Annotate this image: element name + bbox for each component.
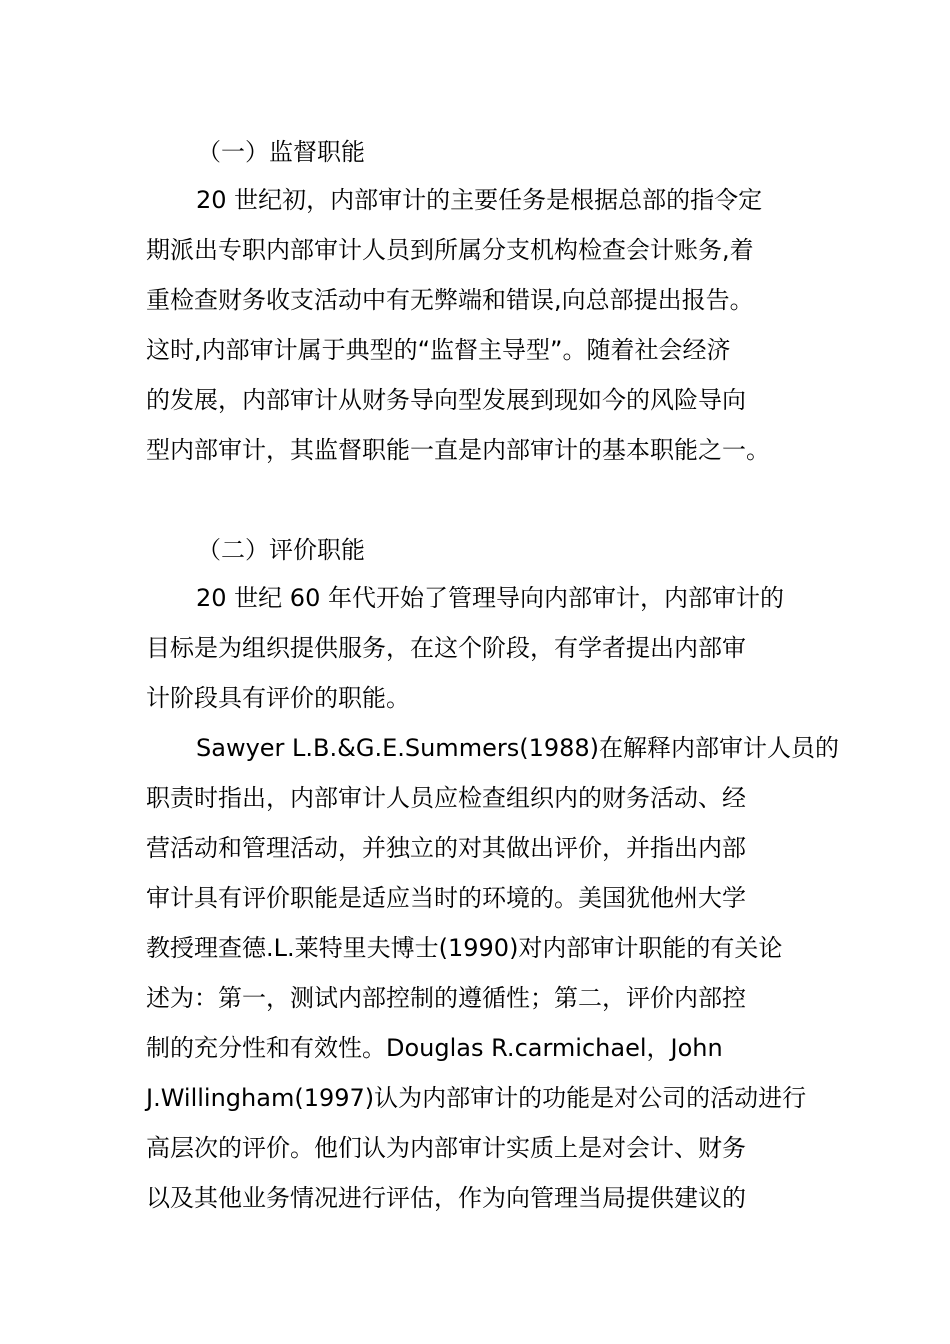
paragraph-line: 营活动和管理活动，并独立的对其做出评价，并指出内部 [146, 834, 746, 862]
section-heading-evaluation: （二）评价职能 [197, 536, 365, 564]
section-heading-supervision: （一）监督职能 [197, 138, 365, 166]
paragraph-line: 计阶段具有评价的职能。 [146, 684, 410, 712]
paragraph-line: 高层次的评价。他们认为内部审计实质上是对会计、财务 [146, 1134, 746, 1162]
paragraph-line: 以及其他业务情况进行评估，作为向管理当局提供建议的 [146, 1184, 746, 1212]
paragraph-line: 20 世纪 60 年代开始了管理导向内部审计，内部审计的 [196, 584, 784, 612]
paragraph-line: 期派出专职内部审计人员到所属分支机构检查会计账务,着 [146, 236, 754, 264]
paragraph-line: Sawyer L.B.&G.E.Summers(1988)在解释内部审计人员的 [196, 734, 840, 762]
paragraph-line: 教授理查德.L.莱特里夫博士(1990)对内部审计职能的有关论 [146, 934, 783, 962]
paragraph-line: 职责时指出，内部审计人员应检查组织内的财务活动、经 [146, 784, 746, 812]
paragraph-line: J.Willingham(1997)认为内部审计的功能是对公司的活动进行 [146, 1084, 807, 1112]
paragraph-line: 型内部审计，其监督职能一直是内部审计的基本职能之一。 [146, 436, 770, 464]
paragraph-line: 这时,内部审计属于典型的“监督主导型”。随着社会经济 [146, 336, 731, 364]
paragraph-line: 述为：第一，测试内部控制的遵循性；第二，评价内部控 [146, 984, 746, 1012]
paragraph-line: 目标是为组织提供服务，在这个阶段，有学者提出内部审 [146, 634, 746, 662]
paragraph-line: 重检查财务收支活动中有无弊端和错误,向总部提出报告。 [146, 286, 754, 314]
paragraph-line: 制的充分性和有效性。Douglas R.carmichael，John [146, 1034, 723, 1062]
paragraph-line: 20 世纪初，内部审计的主要任务是根据总部的指令定 [196, 186, 763, 214]
paragraph-line: 审计具有评价职能是适应当时的环境的。美国犹他州大学 [146, 884, 746, 912]
paragraph-line: 的发展，内部审计从财务导向型发展到现如今的风险导向 [146, 386, 746, 414]
